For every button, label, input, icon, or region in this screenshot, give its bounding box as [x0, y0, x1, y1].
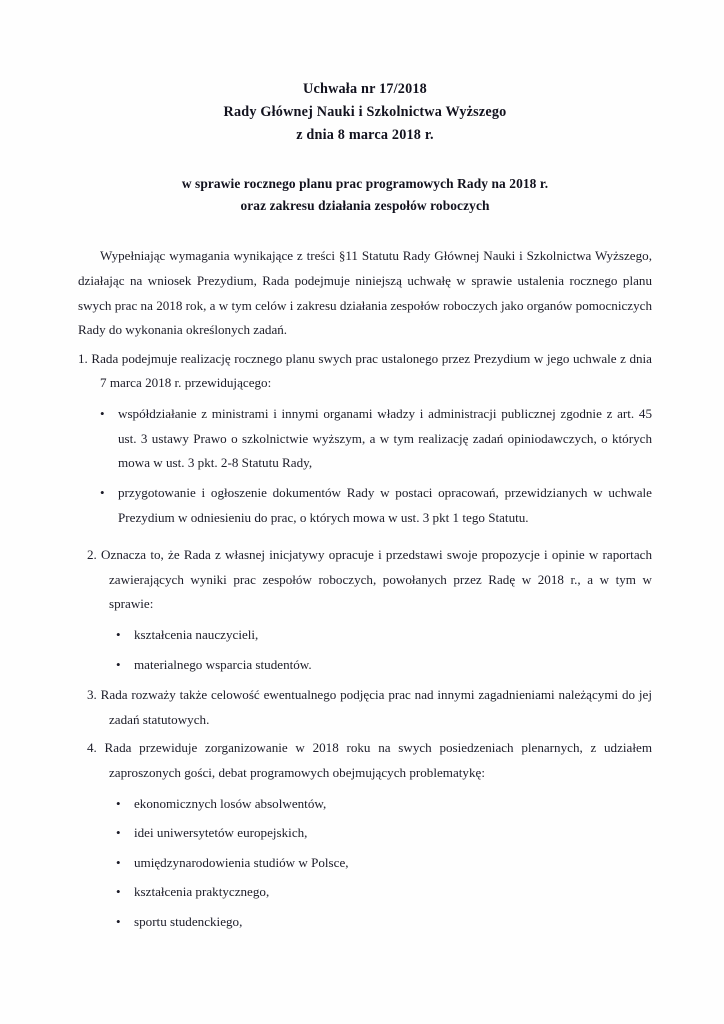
list-item: • sportu studenckiego, — [78, 910, 652, 935]
title-line-2: Rady Głównej Nauki i Szkolnictwa Wyższego — [223, 104, 507, 120]
clause-1-bullet-list — [78, 402, 652, 530]
clause-2-paragraph: 2. Oznacza to, że Rada z własnej inicjatywy opracuje i przedstawi swoje propozycje i opinie w raportach zawierających wyniki prac zespołów roboczych, powołanych przez Radę w 2018 r., a w tym w sprawie: — [87, 547, 652, 612]
list-item: • kształcenia nauczycieli, — [78, 623, 652, 648]
page-title — [78, 78, 652, 147]
page-subtitle — [78, 173, 652, 216]
document-body — [78, 244, 652, 934]
subtitle-line-1: w sprawie rocznego planu prac programowych Rady na 2018 r. — [181, 176, 549, 191]
list-item: • kształcenia praktycznego, — [78, 880, 652, 905]
clause-4-bullet-list — [78, 792, 652, 935]
title-line-3: z dnia 8 marca 2018 r. — [296, 127, 434, 143]
list-item: • materialnego wsparcia studentów. — [78, 653, 652, 678]
clause-1-paragraph: 1. Rada podejmuje realizację rocznego planu swych prac ustalonego przez Prezydium w jego uchwale z dnia 7 marca 2018 r. przewidującego: — [78, 350, 652, 391]
clause-2-bullet-list — [78, 623, 652, 677]
list-item: • współdziałanie z ministrami i innymi organami władzy i administracji publicznej zgodnie z art. 45 ust. 3 ustawy Prawo o szkolnictwie wyższym, a w tym realizację zadań opiniodawczych, o których mowa w ust. 3 pkt. 2-8 Statutu Rady, — [78, 402, 652, 476]
list-item: • umiędzynarodowienia studiów w Polsce, — [78, 851, 652, 876]
preamble-paragraph: Wypełniając wymagania wynikające z treści §11 Statutu Rady Głównej Nauki i Szkolnictwa Wyższego, działając na wniosek Prezydium, Rada podejmuje niniejszą uchwałę w sprawie ustalenia rocznego planu swych prac na 2018 rok, a w tym celów i zakresu działania zespołów roboczych jako organów pomocniczych Rady do wykonania określonych zadań. — [78, 248, 652, 338]
subtitle-line-2: oraz zakresu działania zespołów roboczych — [240, 197, 490, 213]
list-item: • przygotowanie i ogłoszenie dokumentów Rady w postaci opracowań, przewidzianych w uchwale Prezydium w odniesieniu do prac, o których mowa w ust. 3 pkt 1 tego Statutu. — [78, 481, 652, 530]
list-item: • ekonomicznych losów absolwentów, — [78, 792, 652, 817]
clause-3-paragraph: 3. Rada rozważy także celowość ewentualnego podjęcia prac nad innymi zagadnieniami należącymi do jej zadań statutowych. — [87, 687, 652, 727]
list-item: • idei uniwersytetów europejskich, — [78, 821, 652, 846]
title-line-1: Uchwała nr 17/2018 — [303, 81, 427, 97]
clause-4-paragraph: 4. Rada przewiduje zorganizowanie w 2018 roku na swych posiedzeniach plenarnych, z udziałem zaproszonych gości, debat programowych obejmujących problematykę: — [87, 740, 652, 780]
